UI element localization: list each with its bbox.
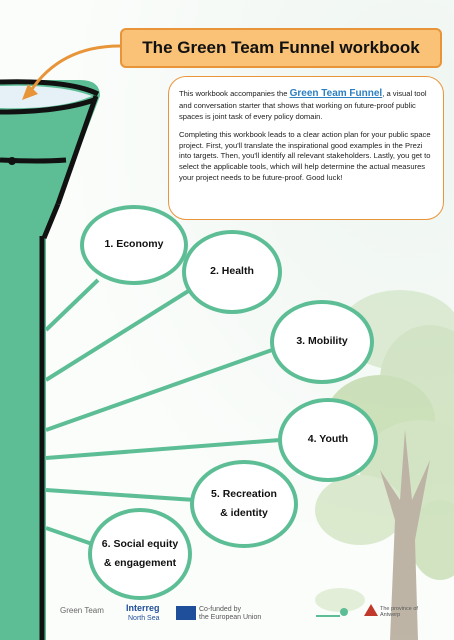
north-sea-label: North Sea (128, 615, 160, 622)
intro-paragraph-2: Completing this workbook leads to a clear action plan for your public space project. First, you'll translate the inspirational good examples in the Prezi into targets. Then, you'll identify all relevant stakeholders. Lastly, you get to select the applicable tools, which will help determine the actual measures your project needs to be future-proof. Good luck! (179, 129, 431, 182)
domain-circle-recreation (190, 460, 298, 548)
domain-label: 2. Health (210, 265, 254, 278)
intro-paragraph-1 (179, 87, 433, 123)
interreg-logo: Interreg (126, 603, 160, 613)
domain-circle-economy (80, 205, 188, 285)
intro-box (168, 76, 444, 220)
domain-circle-mobility (270, 300, 374, 384)
green-team-funnel-link[interactable]: Green Team Funnel (289, 88, 383, 99)
domain-circle-youth (278, 398, 378, 482)
domain-label: 3. Mobility (296, 335, 348, 348)
domain-circle-health (182, 230, 282, 314)
eu-flag-icon (176, 606, 196, 620)
domain-label: & engagement (103, 557, 177, 569)
domain-label: & identity (220, 507, 268, 519)
domain-label: 5. Recreation (211, 487, 277, 500)
cofunded-label-2: the European Union (199, 614, 262, 621)
cofunded-label: Co-funded by (199, 606, 242, 613)
intro-text: , a visual tool and conversation starter that shows that working on future-proof public spaces is joint task of every policy domain. (179, 89, 427, 121)
province-label: The province of Antwerp (380, 606, 418, 619)
page-title: The Green Team Funnel workbook (142, 38, 420, 57)
domain-label: 6. Social equity (101, 537, 179, 550)
domain-circle-social-equity (88, 508, 192, 600)
title-box (120, 28, 442, 68)
partner-logo-icon (316, 606, 352, 620)
domain-label: 1. Economy (104, 238, 164, 251)
province-logo-icon (364, 604, 378, 616)
domain-label: 4. Youth (307, 433, 349, 446)
intro-text: This workbook accompanies the (179, 89, 290, 98)
green-team-logo: Green Team (60, 606, 104, 615)
